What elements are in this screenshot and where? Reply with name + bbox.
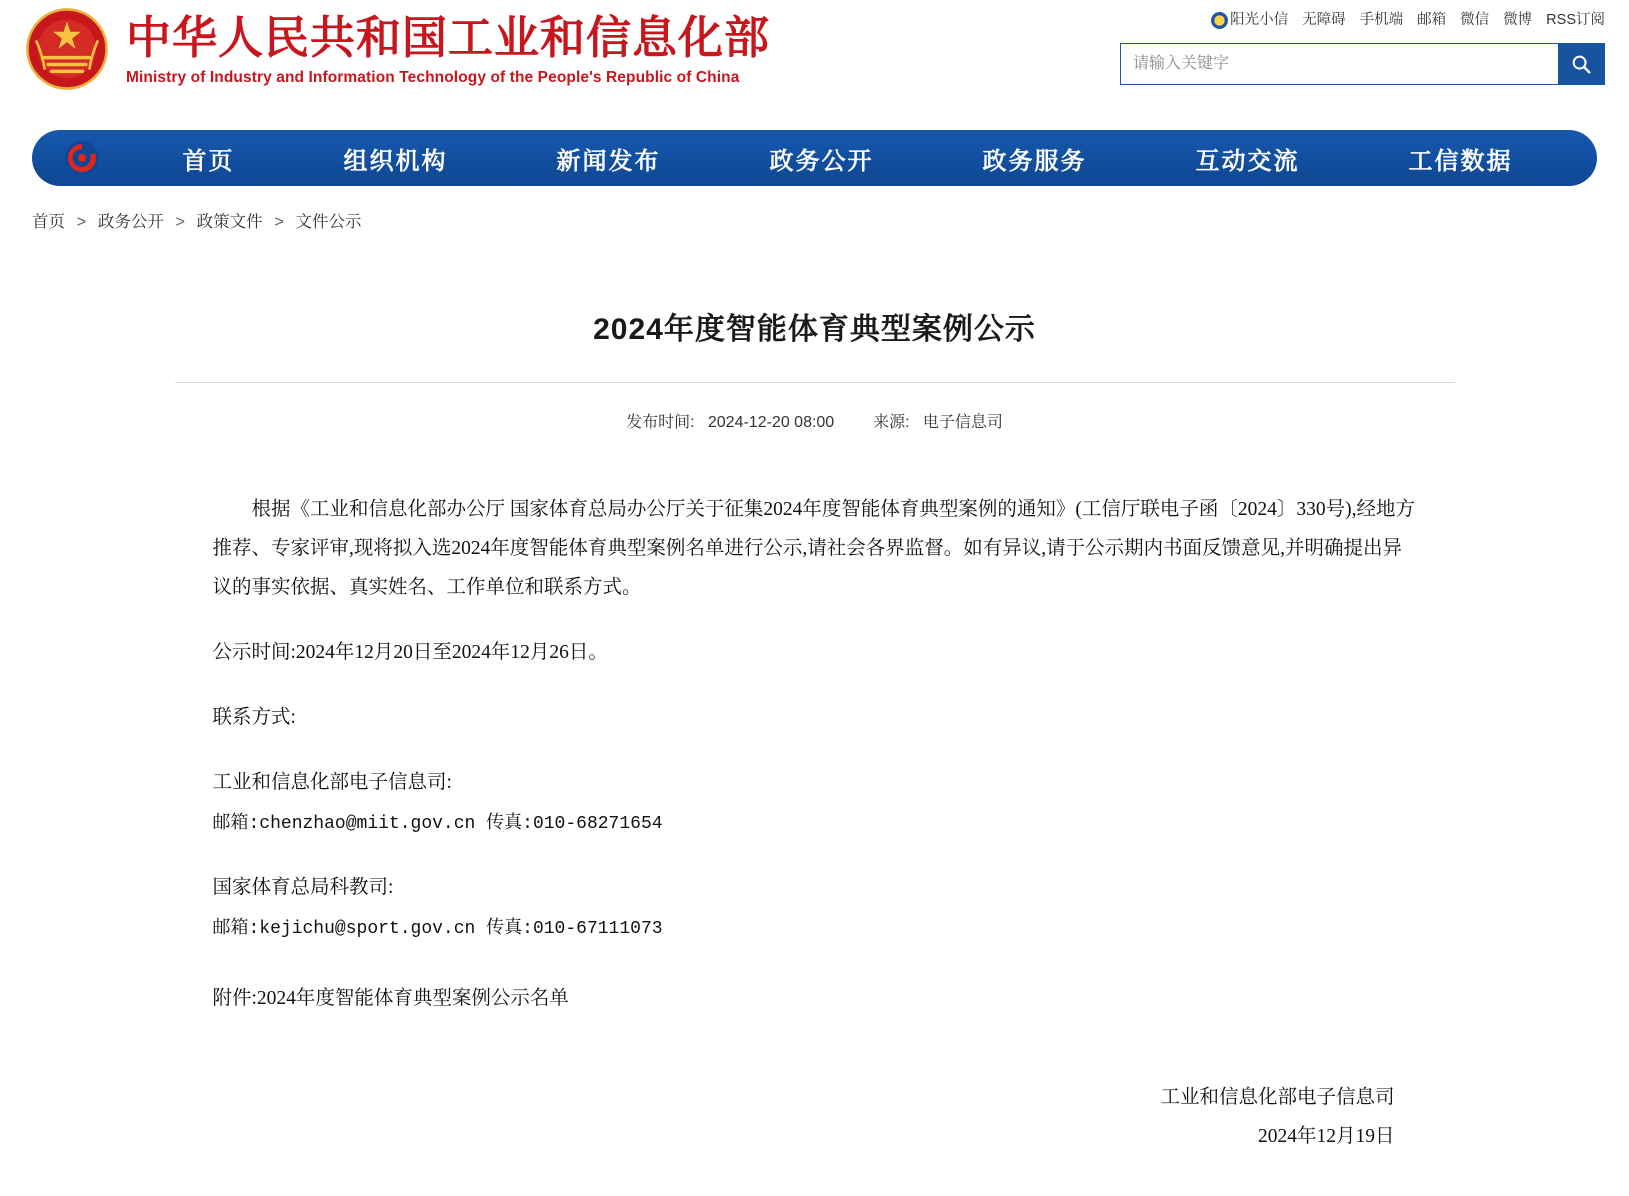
attachment-line[interactable]: 附件:2024年度智能体育典型案例公示名单 bbox=[212, 988, 569, 1010]
national-emblem-icon bbox=[24, 6, 110, 92]
search-icon bbox=[1570, 53, 1592, 75]
contact-line-1: 邮箱:chenzhao@miit.gov.cn 传真:010-68271654 bbox=[212, 814, 663, 835]
article bbox=[175, 232, 1455, 1196]
top-link-label: 手机端 bbox=[1359, 12, 1404, 28]
top-link-wechat[interactable] bbox=[1460, 8, 1489, 29]
top-link-weibo[interactable] bbox=[1503, 8, 1532, 29]
nav-item-news[interactable]: 新闻发布 bbox=[556, 147, 661, 175]
publish-time-value: 2024-12-20 08:00 bbox=[707, 414, 835, 432]
top-link-mobile[interactable] bbox=[1360, 8, 1404, 29]
nav-item-interaction[interactable]: 互动交流 bbox=[1195, 147, 1300, 175]
top-link-label: 邮箱 bbox=[1417, 12, 1447, 28]
top-link-mail[interactable] bbox=[1417, 8, 1446, 29]
breadcrumb bbox=[0, 186, 1629, 232]
signature-org: 工业和信息化部电子信息司 bbox=[1160, 1087, 1395, 1109]
main-nav-wrap bbox=[0, 130, 1629, 186]
site-header bbox=[0, 0, 1629, 130]
top-link-label: 无障碍 bbox=[1302, 12, 1346, 28]
contact-line-2: 邮箱:kejichu@sport.gov.cn 传真:010-67111073 bbox=[212, 919, 663, 940]
nav-items bbox=[128, 141, 1567, 176]
search-button[interactable] bbox=[1558, 44, 1604, 84]
breadcrumb-separator: > bbox=[274, 213, 284, 231]
top-link-accessibility[interactable] bbox=[1302, 8, 1346, 29]
paragraph-contact-org-2: 国家体育总局科教司: bbox=[212, 877, 394, 899]
site-brand[interactable] bbox=[24, 0, 770, 92]
miit-logo-icon[interactable] bbox=[62, 138, 102, 178]
source-label: 来源: bbox=[873, 414, 910, 432]
sun-icon bbox=[1211, 12, 1228, 29]
breadcrumb-separator: > bbox=[175, 213, 186, 231]
article-body bbox=[175, 432, 1455, 1018]
breadcrumb-item-policy-documents[interactable]: 政策文件 bbox=[196, 213, 263, 231]
top-links bbox=[1211, 8, 1605, 29]
article-meta bbox=[175, 383, 1455, 432]
header-right bbox=[1105, 0, 1605, 85]
publish-time-label: 发布时间: bbox=[626, 414, 695, 432]
paragraph-basis: 根据《工业和信息化部办公厅 国家体育总局办公厅关于征集2024年度智能体育典型案例的通知》(工信厅联电子函〔2024〕330号),经地方推荐、专家评审,现将拟入选2024年度智能体育典型案例名单进行公示,请社会各界监督。如有异议,请于公示期内书面反馈意见,并明确提出异议的事实依据、真实姓名、工作单位和联系方式。 bbox=[212, 499, 1415, 599]
paragraph-contact-org-1: 工业和信息化部电子信息司: bbox=[212, 772, 452, 794]
search-input[interactable] bbox=[1121, 44, 1558, 84]
top-link-label: 微博 bbox=[1503, 12, 1533, 28]
site-title-en: Ministry of Industry and Information Technology of the People's Republic of China bbox=[126, 68, 740, 86]
top-link-sunshine[interactable] bbox=[1211, 8, 1288, 29]
nav-item-data[interactable]: 工信数据 bbox=[1408, 147, 1513, 175]
nav-item-home[interactable]: 首页 bbox=[182, 147, 235, 175]
search-bar[interactable] bbox=[1120, 43, 1605, 85]
top-link-label: 阳光小信 bbox=[1230, 12, 1289, 28]
top-link-rss[interactable] bbox=[1546, 8, 1605, 29]
breadcrumb-item-document-publicity[interactable]: 文件公示 bbox=[295, 213, 362, 231]
nav-item-organization[interactable]: 组织机构 bbox=[343, 147, 448, 175]
site-title-cn: 中华人民共和国工业和信息化部 bbox=[126, 12, 771, 64]
page-title: 2024年度智能体育典型案例公示 bbox=[593, 313, 1036, 347]
breadcrumb-separator: > bbox=[76, 213, 87, 231]
nav-item-government-services[interactable]: 政务服务 bbox=[982, 147, 1087, 175]
top-link-label: 微信 bbox=[1460, 12, 1490, 28]
nav-item-government-disclosure[interactable]: 政务公开 bbox=[769, 147, 874, 175]
source-value: 电子信息司 bbox=[922, 414, 1003, 432]
article-signature bbox=[175, 1044, 1455, 1196]
top-link-label: RSS订阅 bbox=[1546, 12, 1605, 28]
signature-date: 2024年12月19日 bbox=[1257, 1126, 1395, 1148]
main-nav bbox=[32, 130, 1597, 186]
breadcrumb-item-disclosure[interactable]: 政务公开 bbox=[97, 213, 164, 231]
paragraph-publicity-period: 公示时间:2024年12月20日至2024年12月26日。 bbox=[212, 642, 608, 664]
breadcrumb-item-home[interactable]: 首页 bbox=[32, 213, 65, 231]
paragraph-contact-heading: 联系方式: bbox=[212, 707, 296, 729]
